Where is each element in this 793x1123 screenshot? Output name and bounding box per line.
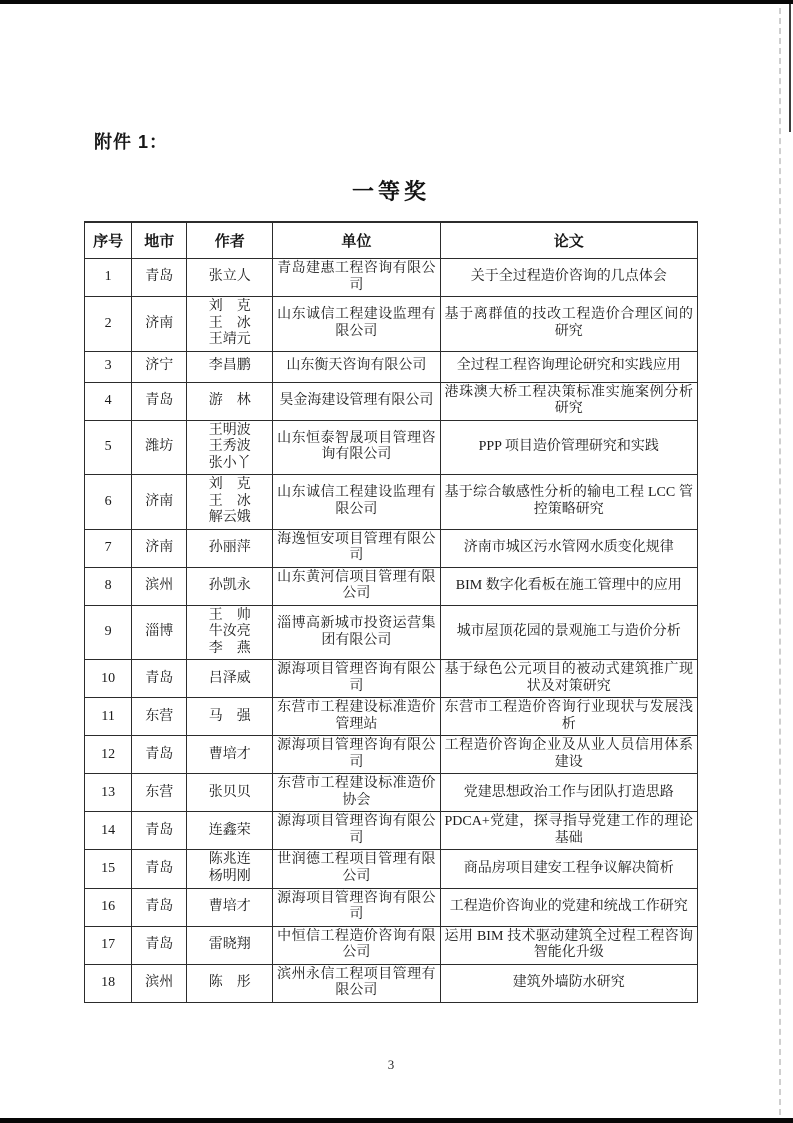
cell-city: 淄博 xyxy=(132,605,187,660)
cell-unit: 海逸恒安项目管理有限公司 xyxy=(273,529,440,567)
cell-authors: 王明波 王秀波 张小丫 xyxy=(187,420,273,475)
cell-authors: 孙丽萍 xyxy=(187,529,273,567)
cell-city: 济宁 xyxy=(132,351,187,382)
table-row xyxy=(85,774,698,812)
cell-authors: 孙凯永 xyxy=(187,567,273,605)
cell-city: 东营 xyxy=(132,774,187,812)
cell-paper-title: 济南市城区污水管网水质变化规律 xyxy=(440,529,698,567)
cell-paper-title: 城市屋顶花园的景观施工与造价分析 xyxy=(440,605,698,660)
table-row xyxy=(85,926,698,964)
cell-serial-number: 9 xyxy=(85,605,132,660)
table-row xyxy=(85,529,698,567)
scan-edge-bottom xyxy=(0,1118,793,1123)
cell-authors: 曹培才 xyxy=(187,888,273,926)
cell-unit: 山东恒泰智晟项目管理咨询有限公司 xyxy=(273,420,440,475)
cell-unit: 山东衡天咨询有限公司 xyxy=(273,351,440,382)
cell-authors: 游 林 xyxy=(187,382,273,420)
cell-paper-title: 工程造价咨询企业及从业人员信用体系建设 xyxy=(440,736,698,774)
cell-city: 东营 xyxy=(132,698,187,736)
page-number: 3 xyxy=(387,1056,395,1072)
cell-paper-title: 基于绿色公元项目的被动式建筑推广现状及对策研究 xyxy=(440,660,698,698)
cell-unit: 世润德工程项目管理有限公司 xyxy=(273,850,440,888)
cell-serial-number: 15 xyxy=(85,850,132,888)
cell-authors: 李昌鹏 xyxy=(187,351,273,382)
cell-authors: 陈 彤 xyxy=(187,964,273,1002)
cell-authors: 马 强 xyxy=(187,698,273,736)
cell-authors: 吕泽威 xyxy=(187,660,273,698)
cell-authors: 连鑫荣 xyxy=(187,812,273,850)
cell-unit: 源海项目管理咨询有限公司 xyxy=(273,812,440,850)
cell-serial-number: 7 xyxy=(85,529,132,567)
cell-city: 青岛 xyxy=(132,382,187,420)
cell-city: 青岛 xyxy=(132,660,187,698)
cell-city: 潍坊 xyxy=(132,420,187,475)
cell-serial-number: 14 xyxy=(85,812,132,850)
cell-paper-title: 运用 BIM 技术驱动建筑全过程工程咨询智能化升级 xyxy=(440,926,698,964)
cell-city: 青岛 xyxy=(132,888,187,926)
cell-paper-title: BIM 数字化看板在施工管理中的应用 xyxy=(440,567,698,605)
cell-serial-number: 12 xyxy=(85,736,132,774)
cell-city: 滨州 xyxy=(132,964,187,1002)
cell-paper-title: 工程造价咨询业的党建和统战工作研究 xyxy=(440,888,698,926)
cell-serial-number: 2 xyxy=(85,297,132,352)
cell-paper-title: 建筑外墙防水研究 xyxy=(440,964,698,1002)
cell-unit: 源海项目管理咨询有限公司 xyxy=(273,888,440,926)
table-row xyxy=(85,660,698,698)
cell-authors: 张贝贝 xyxy=(187,774,273,812)
cell-paper-title: 党建思想政治工作与团队打造思路 xyxy=(440,774,698,812)
cell-serial-number: 3 xyxy=(85,351,132,382)
cell-unit: 山东诚信工程建设监理有限公司 xyxy=(273,297,440,352)
cell-unit: 源海项目管理咨询有限公司 xyxy=(273,736,440,774)
cell-serial-number: 4 xyxy=(85,382,132,420)
cell-paper-title: 东营市工程造价咨询行业现状与发展浅析 xyxy=(440,698,698,736)
table-row xyxy=(85,698,698,736)
cell-unit: 昊金海建设管理有限公司 xyxy=(273,382,440,420)
cell-serial-number: 18 xyxy=(85,964,132,1002)
cell-paper-title: 关于全过程造价咨询的几点体会 xyxy=(440,259,698,297)
cell-unit: 青岛建惠工程咨询有限公司 xyxy=(273,259,440,297)
cell-paper-title: 商品房项目建安工程争议解决简析 xyxy=(440,850,698,888)
cell-paper-title: 基于离群值的技改工程造价合理区间的研究 xyxy=(440,297,698,352)
cell-city: 青岛 xyxy=(132,736,187,774)
table-row xyxy=(85,812,698,850)
cell-city: 青岛 xyxy=(132,926,187,964)
column-header-authors: 作者 xyxy=(187,222,273,259)
cell-authors: 张立人 xyxy=(187,259,273,297)
cell-serial-number: 13 xyxy=(85,774,132,812)
cell-unit: 东营市工程建设标准造价协会 xyxy=(273,774,440,812)
cell-serial-number: 10 xyxy=(85,660,132,698)
cell-serial-number: 17 xyxy=(85,926,132,964)
cell-paper-title: 全过程工程咨询理论研究和实践应用 xyxy=(440,351,698,382)
table-row xyxy=(85,850,698,888)
table-row xyxy=(85,259,698,297)
document-page xyxy=(84,0,698,1073)
cell-serial-number: 6 xyxy=(85,475,132,530)
table-row xyxy=(85,964,698,1002)
table-row xyxy=(85,888,698,926)
cell-serial-number: 11 xyxy=(85,698,132,736)
cell-city: 青岛 xyxy=(132,850,187,888)
cell-city: 济南 xyxy=(132,475,187,530)
scan-edge-right xyxy=(789,4,791,132)
table-row xyxy=(85,420,698,475)
cell-city: 滨州 xyxy=(132,567,187,605)
table-row xyxy=(85,605,698,660)
awards-table-body xyxy=(85,259,698,1003)
table-row xyxy=(85,297,698,352)
cell-unit: 滨州永信工程项目管理有限公司 xyxy=(273,964,440,1002)
cell-unit: 源海项目管理咨询有限公司 xyxy=(273,660,440,698)
column-header-paper: 论文 xyxy=(440,222,698,259)
cell-serial-number: 5 xyxy=(85,420,132,475)
table-header-row xyxy=(85,222,698,259)
cell-city: 青岛 xyxy=(132,259,187,297)
scan-fold-line xyxy=(779,8,781,1115)
column-header-unit: 单位 xyxy=(273,222,440,259)
cell-paper-title: 基于综合敏感性分析的输电工程 LCC 管控策略研究 xyxy=(440,475,698,530)
cell-authors: 刘 克 王 冰 王靖元 xyxy=(187,297,273,352)
table-row xyxy=(85,351,698,382)
column-header-city: 地市 xyxy=(132,222,187,259)
cell-city: 济南 xyxy=(132,297,187,352)
cell-unit: 淄博高新城市投资运营集团有限公司 xyxy=(273,605,440,660)
cell-city: 济南 xyxy=(132,529,187,567)
table-row xyxy=(85,382,698,420)
cell-paper-title: PPP 项目造价管理研究和实践 xyxy=(440,420,698,475)
cell-authors: 雷晓翔 xyxy=(187,926,273,964)
table-row xyxy=(85,475,698,530)
table-row xyxy=(85,736,698,774)
cell-authors: 陈兆连 杨明刚 xyxy=(187,850,273,888)
cell-unit: 山东诚信工程建设监理有限公司 xyxy=(273,475,440,530)
column-header-no: 序号 xyxy=(85,222,132,259)
cell-paper-title: PDCA+党建，探寻指导党建工作的理论基础 xyxy=(440,812,698,850)
awards-table xyxy=(84,221,698,1003)
table-row xyxy=(85,567,698,605)
cell-serial-number: 1 xyxy=(85,259,132,297)
cell-authors: 曹培才 xyxy=(187,736,273,774)
cell-unit: 东营市工程建设标准造价管理站 xyxy=(273,698,440,736)
page-title: 一等奖 xyxy=(351,179,430,204)
cell-unit: 中恒信工程造价咨询有限公司 xyxy=(273,926,440,964)
cell-serial-number: 8 xyxy=(85,567,132,605)
cell-serial-number: 16 xyxy=(85,888,132,926)
cell-city: 青岛 xyxy=(132,812,187,850)
cell-unit: 山东黄河信项目管理有限公司 xyxy=(273,567,440,605)
cell-authors: 刘 克 王 冰 解云娥 xyxy=(187,475,273,530)
attachment-label: 附件 1： xyxy=(94,132,169,152)
cell-paper-title: 港珠澳大桥工程决策标准实施案例分析研究 xyxy=(440,382,698,420)
cell-authors: 王 帅 牛汝亮 李 燕 xyxy=(187,605,273,660)
